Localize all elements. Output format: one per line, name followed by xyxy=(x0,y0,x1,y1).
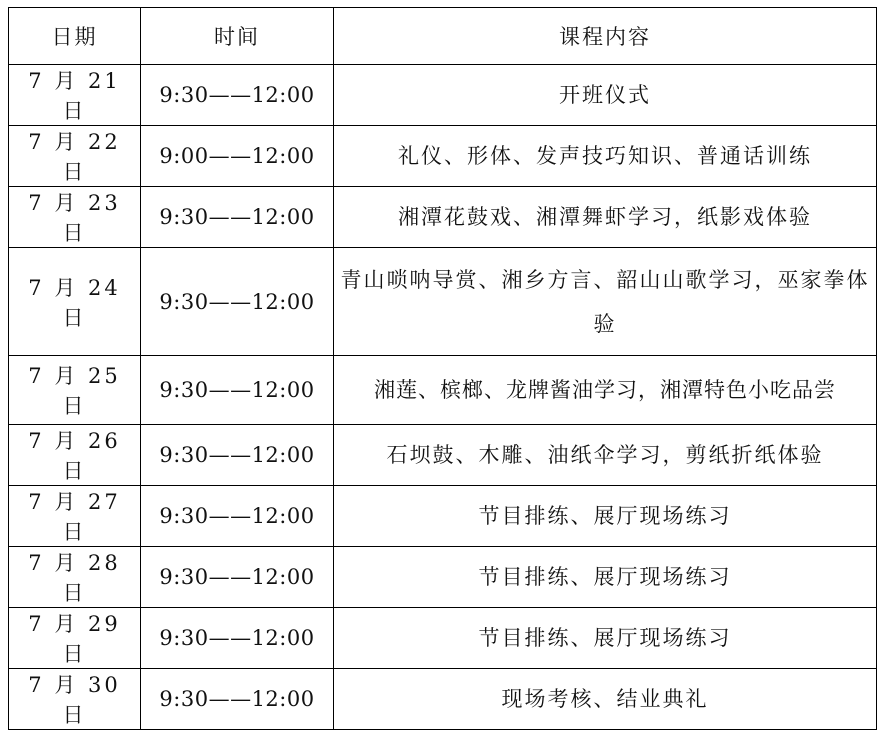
row-date: 7 月 24 日 xyxy=(9,248,141,356)
table-row xyxy=(9,669,877,730)
row-date: 7 月 28 日 xyxy=(9,547,141,608)
row-content: 现场考核、结业典礼 xyxy=(334,669,877,730)
row-time: 9:30——12:00 xyxy=(141,356,334,425)
row-content: 湘莲、槟榔、龙牌酱油学习，湘潭特色小吃品尝 xyxy=(334,356,877,425)
table-row xyxy=(9,65,877,126)
row-time: 9:30——12:00 xyxy=(141,248,334,356)
row-time: 9:30——12:00 xyxy=(141,187,334,248)
table-header-row xyxy=(9,8,877,65)
row-content: 节目排练、展厅现场练习 xyxy=(334,547,877,608)
row-content: 湘潭花鼓戏、湘潭舞虾学习，纸影戏体验 xyxy=(334,187,877,248)
row-content: 开班仪式 xyxy=(334,65,877,126)
row-date: 7 月 21 日 xyxy=(9,65,141,126)
row-time: 9:30——12:00 xyxy=(141,425,334,486)
row-time: 9:30——12:00 xyxy=(141,65,334,126)
row-date: 7 月 30 日 xyxy=(9,669,141,730)
row-time: 9:00——12:00 xyxy=(141,126,334,187)
row-date: 7 月 25 日 xyxy=(9,356,141,425)
table-row xyxy=(9,547,877,608)
row-date: 7 月 29 日 xyxy=(9,608,141,669)
row-content: 青山唢呐导赏、湘乡方言、韶山山歌学习，巫家拳体验 xyxy=(334,248,877,356)
course-schedule-table xyxy=(8,7,877,730)
row-date: 7 月 22 日 xyxy=(9,126,141,187)
table-row xyxy=(9,126,877,187)
table-row xyxy=(9,187,877,248)
row-date: 7 月 27 日 xyxy=(9,486,141,547)
table-row xyxy=(9,486,877,547)
table-row xyxy=(9,425,877,486)
row-time: 9:30——12:00 xyxy=(141,608,334,669)
row-content: 节目排练、展厅现场练习 xyxy=(334,608,877,669)
row-time: 9:30——12:00 xyxy=(141,486,334,547)
table-row xyxy=(9,608,877,669)
row-time: 9:30——12:00 xyxy=(141,669,334,730)
table-row xyxy=(9,248,877,356)
row-date: 7 月 26 日 xyxy=(9,425,141,486)
row-content: 礼仪、形体、发声技巧知识、普通话训练 xyxy=(334,126,877,187)
header-content: 课程内容 xyxy=(334,8,877,65)
row-date: 7 月 23 日 xyxy=(9,187,141,248)
row-time: 9:30——12:00 xyxy=(141,547,334,608)
row-content: 节目排练、展厅现场练习 xyxy=(334,486,877,547)
header-time: 时间 xyxy=(141,8,334,65)
header-date: 日期 xyxy=(9,8,141,65)
table-row xyxy=(9,356,877,425)
row-content: 石坝鼓、木雕、油纸伞学习，剪纸折纸体验 xyxy=(334,425,877,486)
